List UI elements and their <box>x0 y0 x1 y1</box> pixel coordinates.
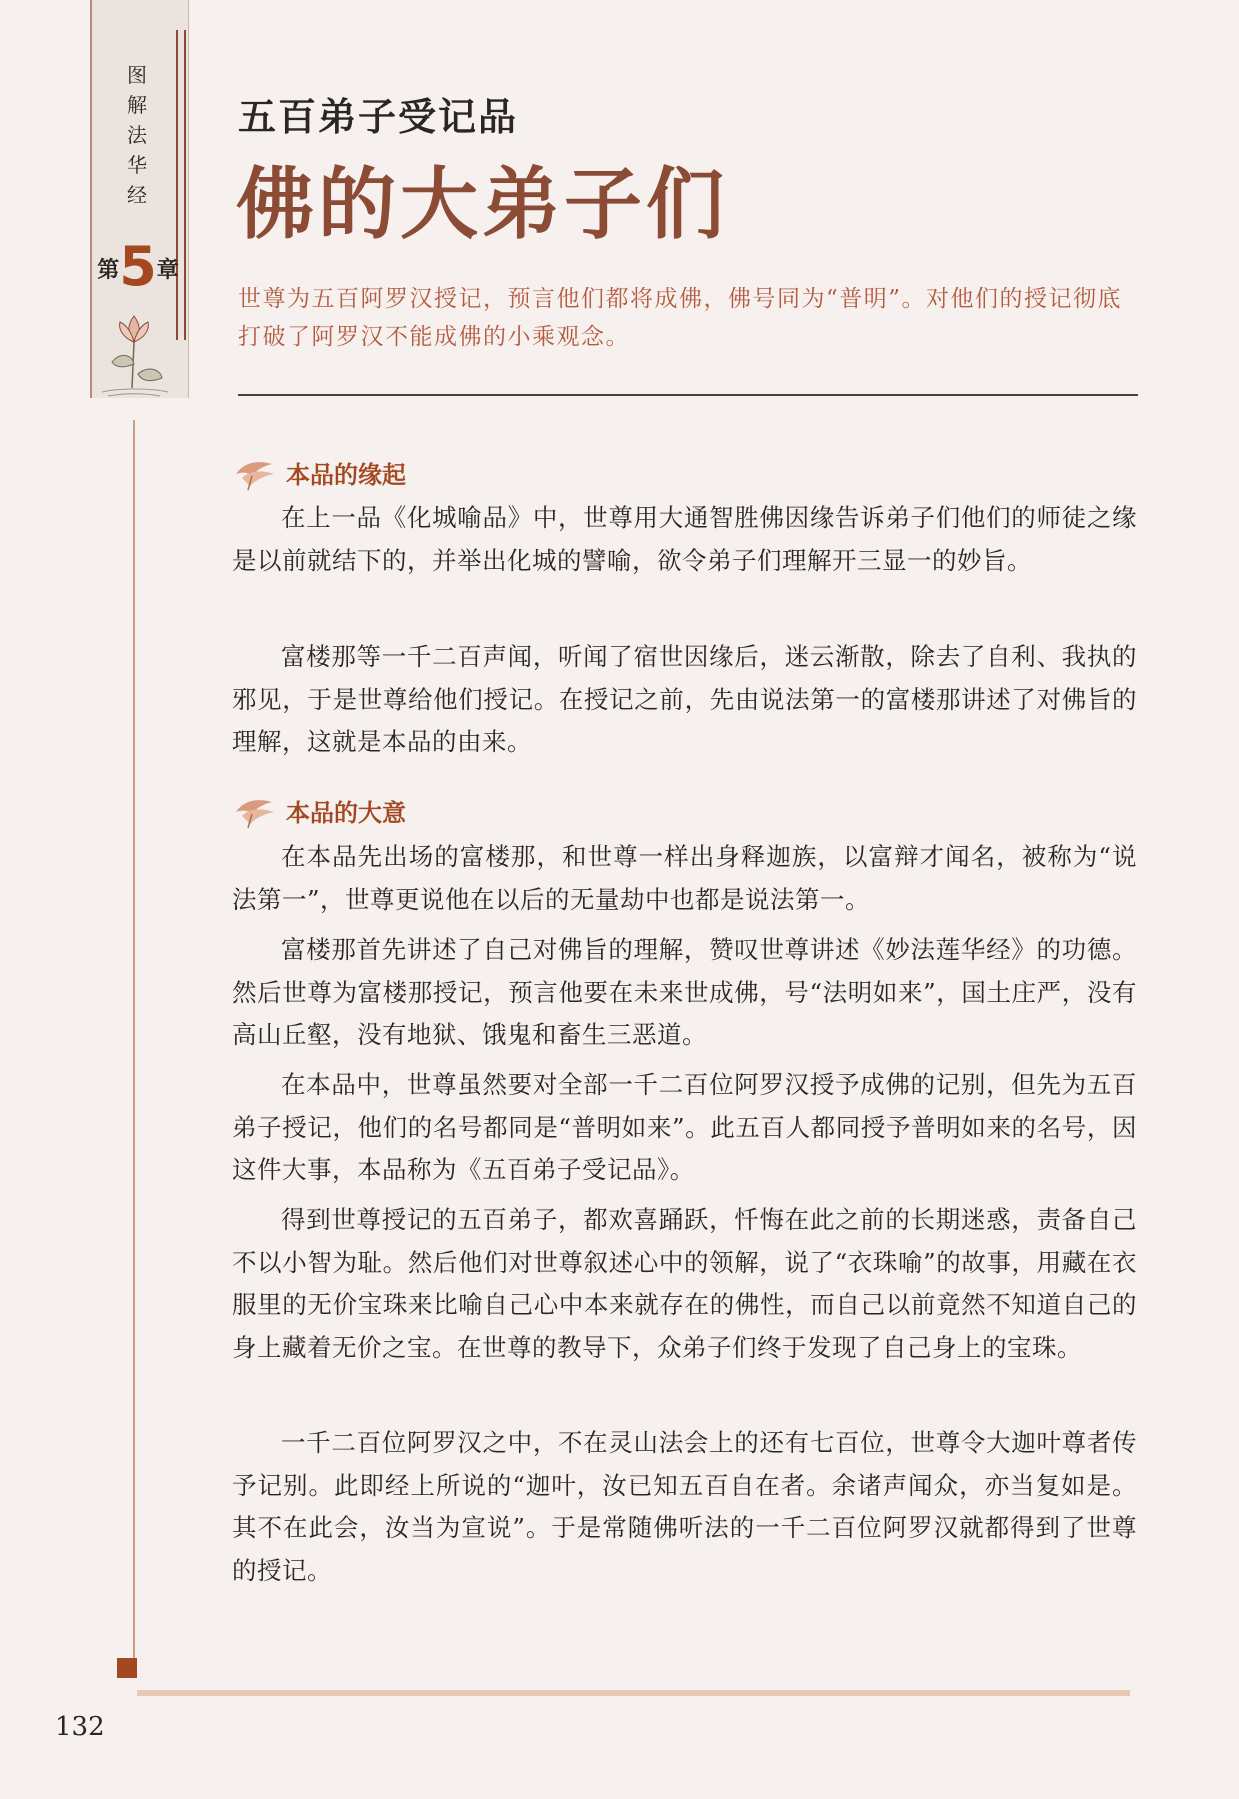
section-heading-text: 本品的大意 <box>286 798 406 827</box>
book-title-vertical <box>122 60 152 210</box>
section-heading <box>232 452 406 492</box>
section-heading-text: 本品的缘起 <box>286 460 406 489</box>
paragraph: 一千二百位阿罗汉之中，不在灵山法会上的还有七百位，世尊令大迦叶尊者传予记别。此即经上所说的“迦叶，汝已知五百自在者。余诸声闻众，亦当复如是。其不在此会，汝当为宣说”。于是常随佛听法的一千二百位阿罗汉就都得到了世尊的授记。 <box>232 1428 1137 1585</box>
chapter-label <box>96 235 180 298</box>
paragraph: 富楼那首先讲述了自己对佛旨的理解，赞叹世尊讲述《妙法莲华经》的功德。然后世尊为富楼那授记，预言他要在未来世成佛，号“法明如来”，国土庄严，没有高山丘壑，没有地狱、饿鬼和畜生三恶道。 <box>232 935 1137 1049</box>
book-title-char: 华 <box>127 153 147 177</box>
chapter-subtitle: 五百弟子受记品 <box>238 94 519 139</box>
paragraph: 在上一品《化城喻品》中，世尊用大通智胜佛因缘告诉弟子们他们的师徒之缘是以前就结下的，并举出化城的譬喻，欲令弟子们理解开三显一的妙旨。 <box>232 503 1137 575</box>
corner-square-ornament <box>117 1658 137 1678</box>
chapter-tab-decoration <box>176 30 186 340</box>
page-title: 佛的大弟子们 <box>236 159 729 250</box>
paragraph: 得到世尊授记的五百弟子，都欢喜踊跃，忏悔在此之前的长期迷惑，责备自己不以小智为耻。然后他们对世尊叙述心中的领解，说了“衣珠喻”的故事，用藏在衣服里的无价宝珠来比喻自己心中本来就存在的佛性，而自己以前竟然不知道自己的身上藏着无价之宝。在世尊的教导下，众弟子们终于发现了自己身上的宝珠。 <box>232 1205 1137 1362</box>
lotus-leaf-icon <box>232 452 278 492</box>
paragraph: 富楼那等一千二百声闻，听闻了宿世因缘后，迷云渐散，除去了自利、我执的邪见，于是世尊给他们授记。在授记之前，先由说法第一的富楼那讲述了对佛旨的理解，这就是本品的由来。 <box>232 642 1137 756</box>
lotus-icon <box>98 308 170 398</box>
chapter-suffix: 章 <box>156 258 179 283</box>
bottom-rule <box>137 1690 1130 1696</box>
book-title-char: 图 <box>127 63 147 87</box>
paragraph: 在本品中，世尊虽然要对全部一千二百位阿罗汉授予成佛的记别，但先为五百弟子授记，他们的名号都同是“普明如来”。此五百人都同授予普明如来的名号，因这件大事，本品称为《五百弟子受记品》。 <box>232 1070 1137 1184</box>
heading-divider <box>238 394 1138 396</box>
paragraph: 在本品先出场的富楼那，和世尊一样出身释迦族，以富辩才闻名，被称为“说法第一”，世尊更说他在以后的无量劫中也都是说法第一。 <box>232 842 1137 914</box>
book-title-char: 法 <box>127 123 147 147</box>
chapter-summary: 世尊为五百阿罗汉授记，预言他们都将成佛，佛号同为“普明”。对他们的授记彻底打破了阿罗汉不能成佛的小乘观念。 <box>238 286 1123 350</box>
chapter-prefix: 第 <box>97 258 120 283</box>
section-heading <box>232 790 406 830</box>
page-number: 132 <box>55 1712 105 1742</box>
book-title-char: 经 <box>127 183 147 207</box>
left-margin-rule <box>133 420 135 1678</box>
book-title-char: 解 <box>127 93 147 117</box>
lotus-leaf-icon <box>232 790 278 830</box>
chapter-number: 5 <box>119 235 157 298</box>
